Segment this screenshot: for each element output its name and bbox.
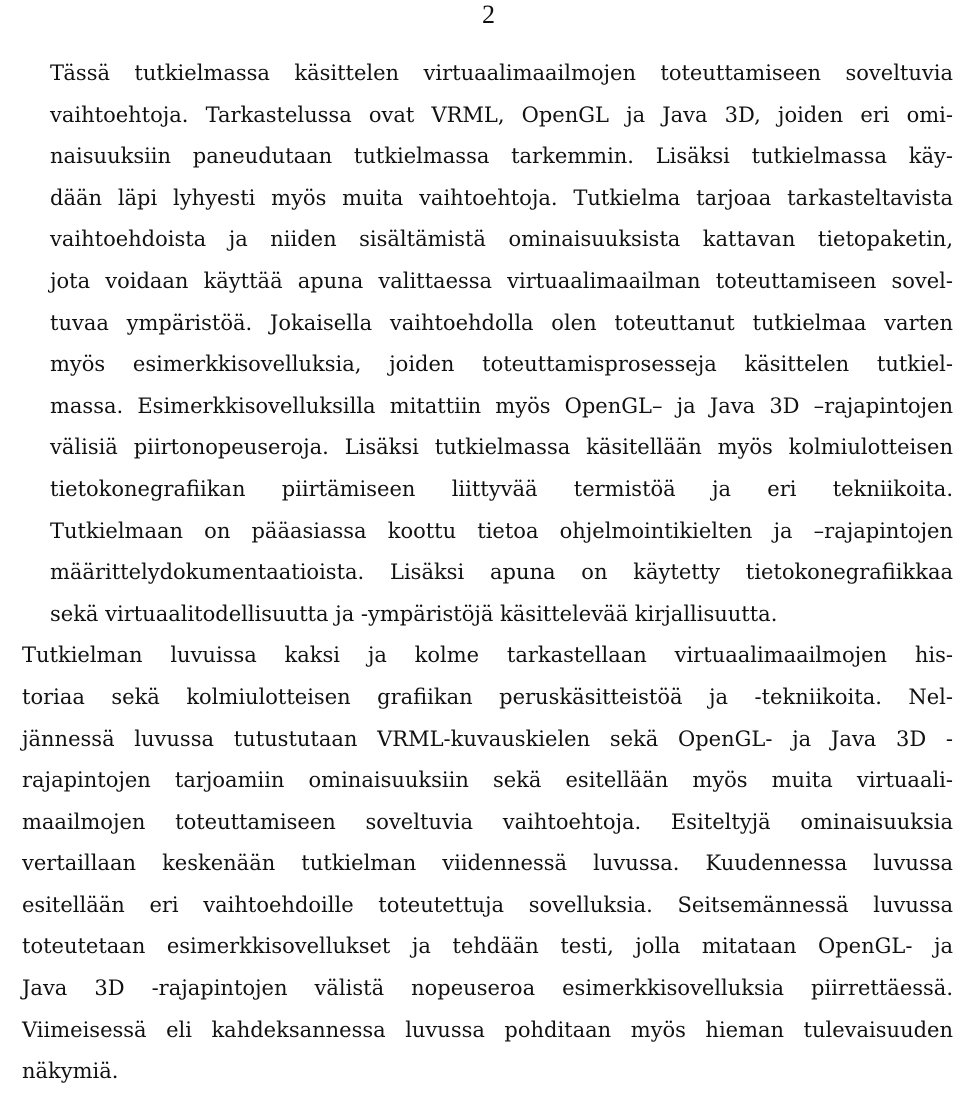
text-line: Java 3D -rajapintojen välistä nopeuseroa esimerkkisovelluksia piirrettäessä. [22, 976, 953, 1001]
text-line: toteutetaan esimerkkisovellukset ja tehdään testi, jolla mitataan OpenGL- ja [22, 934, 953, 959]
text-line: sekä virtuaalitodellisuutta ja -ympäristöjä käsittelevää kirjallisuutta. [50, 601, 778, 626]
paragraph-1 [8, 53, 953, 635]
text-line: naisuuksiin paneudutaan tutkielmassa tarkemmin. Lisäksi tutkielmassa käy- [50, 144, 953, 169]
text-line: välisiä piirtonopeuseroja. Lisäksi tutkielmassa käsitellään myös kolmiulotteisen [50, 435, 953, 460]
text-line: jota voidaan käyttää apuna valittaessa virtuaalimaailman toteuttamiseen sovel- [50, 268, 953, 293]
text-line: dään läpi lyhyesti myös muita vaihtoehtoja. Tutkielma tarjoaa tarkasteltavista [50, 185, 953, 210]
text-line: vertaillaan keskenään tutkielman viidennessä luvussa. Kuudennessa luvussa [22, 851, 953, 876]
text-line: esitellään eri vaihtoehdoille toteutettuja sovelluksia. Seitsemännessä luvussa [22, 892, 953, 917]
text-line: tuvaa ympäristöä. Jokaisella vaihtoehdolla olen toteuttanut tutkielmaa varten [50, 310, 953, 335]
text-line: myös esimerkkisovelluksia, joiden toteuttamisprosesseja käsittelen tutkiel- [50, 352, 953, 377]
text-line: vaihtoehdoista ja niiden sisältämistä ominaisuuksista kattavan tietopaketin, [50, 227, 953, 252]
text-line: määrittelydokumentaatioista. Lisäksi apuna on käytetty tietokonegrafiikkaa [50, 560, 953, 585]
text-line: maailmojen toteuttamiseen soveltuvia vaihtoehtoja. Esiteltyjä ominaisuuksia [22, 809, 953, 834]
text-line: Tutkielmaan on pääasiassa koottu tietoa ohjelmointikielten ja –rajapintojen [50, 518, 953, 543]
body-text [8, 53, 953, 1093]
text-line: tietokonegrafiikan piirtämiseen liittyvää termistöä ja eri tekniikoita. [50, 476, 953, 501]
text-line: rajapintojen tarjoamiin ominaisuuksiin sekä esitellään myös muita virtuaali- [22, 768, 953, 793]
text-line: toriaa sekä kolmiulotteisen grafiikan peruskäsitteistöä ja -tekniikoita. Nel- [22, 684, 953, 709]
text-line: vaihtoehtoja. Tarkastelussa ovat VRML, OpenGL ja Java 3D, joiden eri omi- [50, 102, 953, 127]
text-line: massa. Esimerkkisovelluksilla mitattiin myös OpenGL– ja Java 3D –rajapintojen [50, 393, 953, 418]
text-line: Tutkielman luvuissa kaksi ja kolme tarkastellaan virtuaalimaailmojen his- [22, 643, 953, 668]
page-number: 2 [482, 0, 495, 29]
text-line: näkymiä. [22, 1059, 119, 1084]
paragraph-2 [8, 635, 953, 1093]
text-line: jännessä luvussa tutustutaan VRML-kuvauskielen sekä OpenGL- ja Java 3D - [22, 726, 953, 751]
text-line: Tässä tutkielmassa käsittelen virtuaalimaailmojen toteuttamiseen soveltuvia [50, 61, 953, 85]
text-line: Viimeisessä eli kahdeksannessa luvussa pohditaan myös hieman tulevaisuuden [22, 1017, 953, 1042]
